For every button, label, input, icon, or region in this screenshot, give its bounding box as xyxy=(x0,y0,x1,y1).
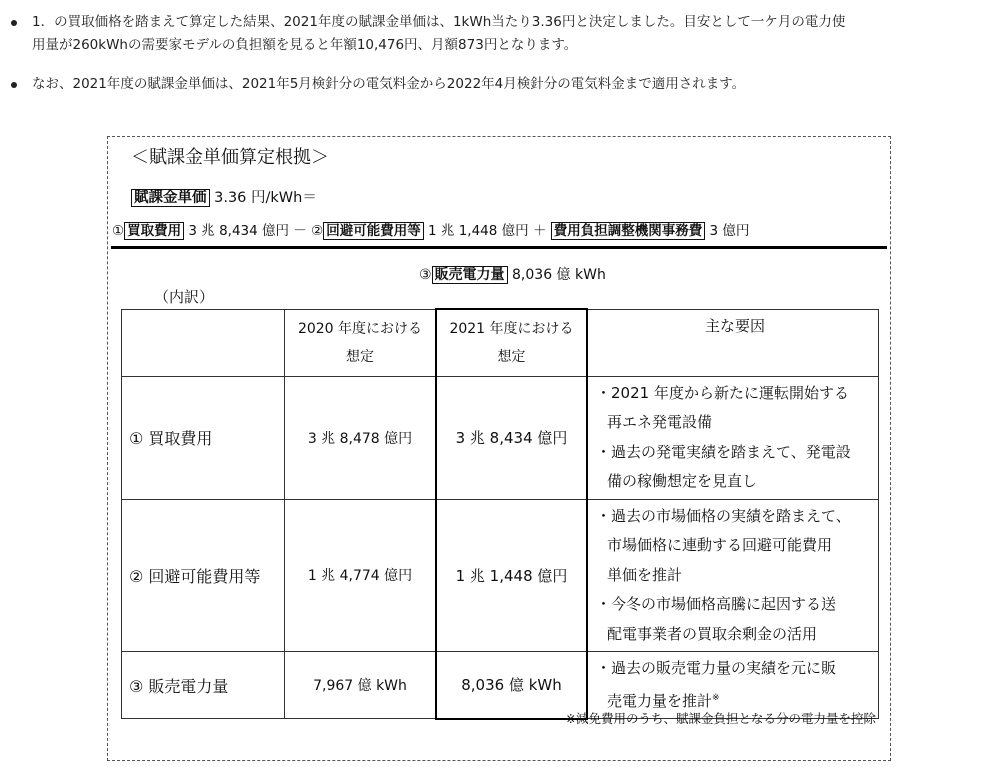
reason-item xyxy=(596,654,874,716)
term3-label: 費用負担調整機関事務費 xyxy=(551,222,706,240)
header-empty-cell xyxy=(122,309,285,376)
term2-label: 回避可能費用等 xyxy=(323,222,424,240)
reason-cell xyxy=(587,499,879,652)
plus-sign: ＋ xyxy=(532,223,547,239)
fraction-divider xyxy=(111,246,887,249)
bullet-item xyxy=(0,11,999,59)
unit-price-value: 3.36 円/kWh＝ xyxy=(214,190,317,206)
minus-sign: － xyxy=(293,223,307,239)
value-2021: 3 兆 8,434 億円 xyxy=(436,376,587,499)
breakdown-label: （内訳） xyxy=(154,288,215,306)
reason-item: ・過去の発電実績を踏まえて、発電設 備の稼働想定を見直し xyxy=(596,442,851,490)
unit-price-row xyxy=(131,186,317,207)
denominator-label: 販売電力量 xyxy=(432,266,508,284)
calculation-basis-box xyxy=(107,136,891,761)
header-2021: 2021 年度における 想定 xyxy=(436,309,587,376)
bullet-text: 1．の買取価格を踏まえて算定した結果、2021年度の賦課金単価は、1kWh当たり3.36円と決定しました。目安として一ケ月の電力使 用量が260kWhの需要家モデルの負担額を見ると年額10,476円、月額873円となります。 xyxy=(32,14,846,53)
reason-cell xyxy=(587,376,879,499)
box-title: ＜賦課金単価算定根拠＞ xyxy=(131,147,329,168)
term1-label: 買取費用 xyxy=(124,222,184,240)
bullet-dot xyxy=(11,82,17,88)
reason-text: ・過去の販売電力量の実績を元に販 売電力量を推計 xyxy=(596,659,837,710)
term2-number: ② xyxy=(311,223,324,239)
reason-item: ・過去の市場価格の実績を踏まえて、 市場価格に連動する回避可能費用 単価を推計 xyxy=(596,506,851,584)
table-row xyxy=(122,499,879,652)
value-2020: 1 兆 4,774 億円 xyxy=(285,499,437,652)
denominator-number: ③ xyxy=(419,267,432,283)
reason-item: ・今冬の市場価格高騰に起因する送 配電事業者の買取余剰金の活用 xyxy=(596,595,837,643)
term2-value: 1 兆 1,448 億円 xyxy=(428,223,529,239)
reason-item: ・2021 年度から新たに運転開始する 再エネ発電設備 xyxy=(596,383,849,431)
row-label: ② 回避可能費用等 xyxy=(122,499,285,652)
term3-value: 3 億円 xyxy=(709,223,750,239)
header-reason: 主な要因 xyxy=(587,309,879,376)
value-2021: 1 兆 1,448 億円 xyxy=(436,499,587,652)
denominator-value: 8,036 億 kWh xyxy=(512,267,606,283)
breakdown-table xyxy=(121,308,879,720)
bullet-dot xyxy=(11,20,17,26)
term1-value: 3 兆 8,434 億円 xyxy=(188,223,290,239)
bullet-text: なお、2021年度の賦課金単価は、2021年5月検針分の電気料金から2022年4月検針分の電気料金まで適用されます。 xyxy=(32,76,746,92)
row-label: ① 買取費用 xyxy=(122,376,285,499)
denominator-row xyxy=(419,264,606,284)
formula-row xyxy=(112,219,749,239)
value-2021: 8,036 億 kWh xyxy=(436,652,587,719)
bullet-item xyxy=(0,73,999,97)
value-2020: 3 兆 8,478 億円 xyxy=(285,376,437,499)
footnote: ※減免費用のうち、賦課金負担となる分の電力量を控除 xyxy=(565,711,876,726)
term1-number: ① xyxy=(112,223,125,239)
unit-price-label: 賦課金単価 xyxy=(131,189,210,207)
footnote-mark: ※ xyxy=(712,692,720,703)
table-row xyxy=(122,376,879,499)
header-2020: 2020 年度における 想定 xyxy=(285,309,437,376)
row-label: ③ 販売電力量 xyxy=(122,652,285,719)
value-2020: 7,967 億 kWh xyxy=(285,652,437,719)
table-header-row xyxy=(122,309,879,376)
